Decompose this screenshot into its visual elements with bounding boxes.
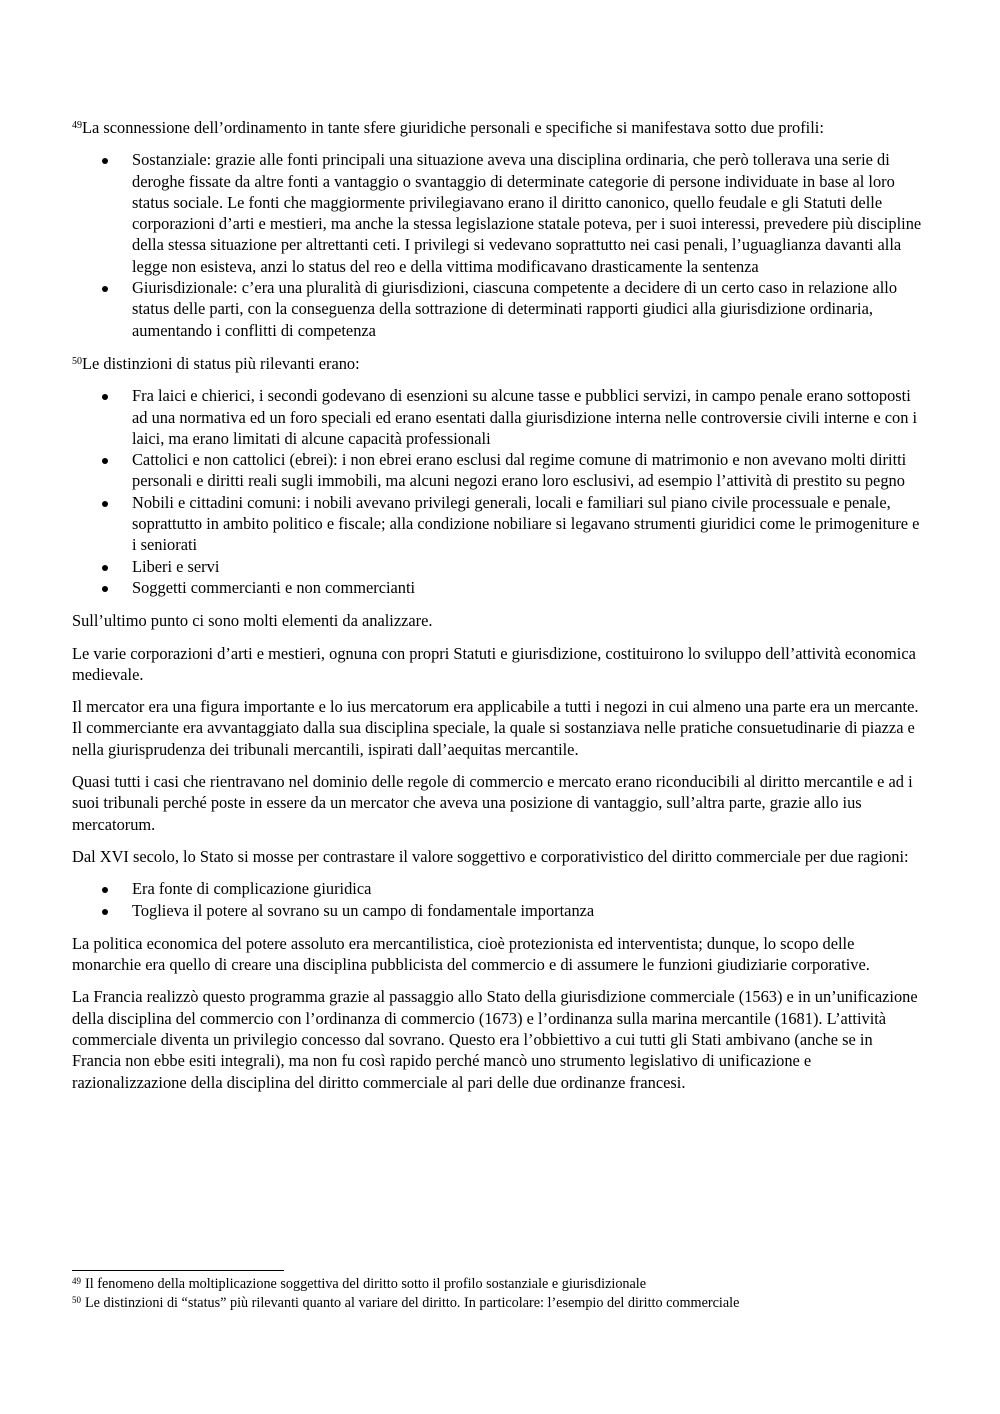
list-item: Toglieva il potere al sovrano su un campo di fondamentale importanza	[72, 900, 922, 921]
body-paragraph: La Francia realizzò questo programma grazie al passaggio allo Stato della giurisdizione commerciale (1563) e in un’unificazione della disciplina del commercio con l’ordinanza di commercio (1673) e l’ordinanza sulla marina mercantile (1681). L’attività commerciale diventa un privilegio concesso dal sovrano. Questo era l’obbiettivo a cui tutti gli Stati ambivano (anche se in Francia non ebbe esiti integrali), ma non fu così rapido perché mancò uno strumento legislativo di unificazione e razionalizzazione della disciplina del diritto commerciale al pari delle due ordinanze francesi.	[72, 987, 918, 1092]
list-item: Giurisdizionale: c’era una pluralità di giurisdizioni, ciascuna competente a decidere di un certo caso in relazione allo status delle parti, con la conseguenza della sottrazione di determinati rapporti giudici alla giurisdizione ordinaria, aumentando i conflitti di competenza	[72, 277, 922, 341]
profili-list	[72, 149, 922, 341]
distinzioni-intro: $^{50}$Le distinzioni di status più rilevanti erano:	[72, 353, 360, 373]
footnotes-section	[72, 1270, 922, 1313]
bullet-icon	[102, 586, 108, 592]
footnote-ref-49[interactable]: 49	[72, 120, 82, 131]
bullet-icon	[102, 565, 108, 571]
list-item: Fra laici e chierici, i secondi godevano di esenzioni su alcune tasse e pubblici servizi, in campo penale erano sottoposti ad una normativa ed un foro speciali ed erano esentati dalla giurisdizione interna nelle controversie civili interne e con i laici, ma erano limitati di alcune capacità professionali	[72, 385, 922, 449]
body-paragraph: Il mercator era una figura importante e lo ius mercatorum era applicabile a tutti i negozi in cui almeno una parte era un mercante. Il commerciante era avvantaggiato dalla sua disciplina speciale, la quale si sostanziava nelle pratiche consuetudinarie di piazza e nella giurisprudenza dei tribunali mercantili, ispirati dall’aequitas mercantile.	[72, 697, 919, 759]
bullet-icon	[102, 394, 108, 400]
bullet-icon	[102, 286, 108, 292]
footnote-number: 49	[72, 1276, 81, 1286]
footnote-text: Le distinzioni di “status” più rilevanti quanto al variare del diritto. In particolare: l’esempio del diritto commerciale	[85, 1295, 740, 1311]
ragioni-list	[72, 878, 922, 921]
list-item: Sostanziale: grazie alle fonti principali una situazione aveva una disciplina ordinaria, che però tollerava una serie di deroghe fissate da altre fonti a vantaggio o svantaggio di determinate categorie di persone individuate in base al loro status sociale. Le fonti che maggiormente privilegiavano erano il diritto canonico, quello feudale e gli Statuti delle corporazioni d’arti e mestieri, ma anche la stessa legislazione statale poteva, per i suoi interessi, prevedere più discipline della stessa situazione per altrettanti ceti. I privilegi si vedevano soprattutto nei casi penali, l’uguaglianza davanti alla legge non esisteva, anzi lo status del reo e della vittima modificavano drasticamente la sentenza	[72, 149, 922, 277]
footnote-separator	[72, 1270, 284, 1271]
footnote-50	[72, 1294, 922, 1313]
document-body	[72, 117, 922, 1104]
bullet-icon	[102, 887, 108, 893]
list-item: Soggetti commercianti e non commercianti	[72, 577, 922, 598]
list-item: Liberi e servi	[72, 556, 922, 577]
list-item: Cattolici e non cattolici (ebrei): i non ebrei erano esclusi dal regime comune di matrimonio e non avevano molti diritti personali e diritti reali sugli immobili, ma alcuni negozi erano loro esclusivi, ad esempio l’attività di prestito su pegno	[72, 449, 922, 492]
intro-paragraph	[72, 117, 922, 138]
footnote-text: Il fenomeno della moltiplicazione soggettiva del diritto sotto il profilo sostanziale e giurisdizionale	[85, 1276, 647, 1292]
body-paragraph: Sull’ultimo punto ci sono molti elementi da analizzare.	[72, 611, 433, 631]
bullet-icon	[102, 158, 108, 164]
body-paragraph: La politica economica del potere assoluto era mercantilistica, cioè protezionista ed interventista; dunque, lo scopo delle monarchie era quello di creare una disciplina pubblicista del commercio e di assumere le funzioni giudiziarie corporative.	[72, 933, 870, 975]
body-paragraph: Dal XVI secolo, lo Stato si mosse per contrastare il valore soggettivo e corporativistico del diritto commerciale per due ragioni:	[72, 846, 909, 866]
distinzioni-list	[72, 385, 922, 598]
footnote-ref-50[interactable]: 50	[72, 355, 82, 367]
intro-text: La sconnessione dell’ordinamento in tante sfere giuridiche personali e specifiche si manifestava sotto due profili:	[82, 118, 824, 137]
footnote-number: 50	[72, 1295, 81, 1305]
list-item: Era fonte di complicazione giuridica	[72, 878, 922, 899]
bullet-icon	[102, 458, 108, 464]
list-item: Nobili e cittadini comuni: i nobili avevano privilegi generali, locali e familiari sul piano civile processuale e penale, soprattutto in ambito politico e fiscale; alla condizione nobiliare si legavano strumenti giuridici come le primogeniture e i seniorati	[72, 492, 922, 556]
footnote-49	[72, 1275, 922, 1294]
bullet-icon	[102, 501, 108, 507]
body-paragraph: Le varie corporazioni d’arti e mestieri, ognuna con propri Statuti e giurisdizione, costituirono lo sviluppo dell’attività economica medievale.	[72, 643, 916, 684]
body-paragraph: Quasi tutti i casi che rientravano nel dominio delle regole di commercio e mercato erano riconducibili al diritto mercantile e ad i suoi tribunali perché poste in essere da un mercator che aveva una posizione di vantaggio, sull’altra parte, grazie allo ius mercatorum.	[72, 772, 913, 834]
bullet-icon	[102, 909, 108, 915]
